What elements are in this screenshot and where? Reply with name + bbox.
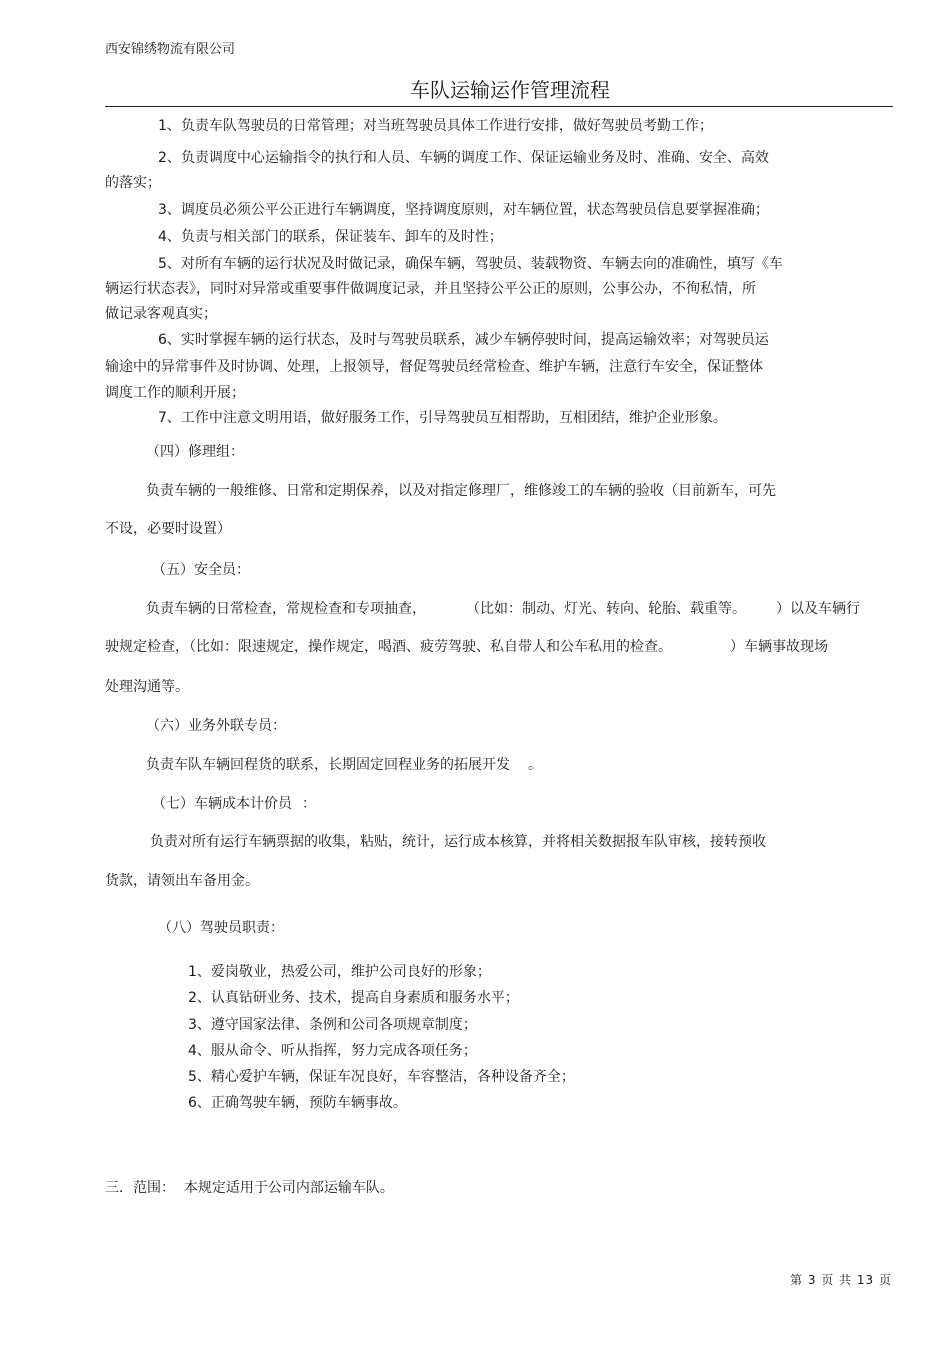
- driver-item: 3、遵守国家法律、条例和公司各项规章制度；: [188, 1017, 477, 1033]
- company-name: 西安锦绣物流有限公司: [105, 42, 236, 57]
- dispatch-item-6-line-1: 6、实时掌握车辆的运行状态，及时与驾驶员联系，减少车辆停驶时间，提高运输效率；对驾驶员运: [158, 332, 769, 348]
- costing-line-2: 货款，请领出车备用金。: [105, 873, 259, 889]
- liaison-heading: （六）业务外联专员：: [146, 718, 286, 734]
- costing-heading: [152, 794, 316, 814]
- driver-item: 4、服从命令、听从指挥，努力完成各项任务；: [188, 1043, 477, 1059]
- dispatch-item-5-line-1: 5、对所有车辆的运行状况及时做记录，确保车辆，驾驶员、装载物资、车辆去向的准确性，填写《车: [158, 256, 783, 272]
- scope-statement: 三．范围： 本规定适用于公司内部运输车队。: [105, 1180, 394, 1196]
- dispatch-item-5-line-2: 辆运行状态表》，同时对异常或重要事件做调度记录，并且坚持公平公正的原则，公事公办，不徇私情，所: [105, 281, 756, 297]
- repair-line-2: 不设，必要时设置）: [105, 521, 231, 537]
- driver-item: 6、正确驾驶车辆，预防车辆事故。: [188, 1095, 407, 1111]
- dispatch-item-3: 3、调度员必须公平公正进行车辆调度，坚持调度原则，对车辆位置，状态驾驶员信息要掌握准确；: [158, 202, 769, 218]
- document-title: 车队运输运作管理流程: [410, 78, 610, 102]
- safety-line-2-part-2: ）车辆事故现场: [730, 639, 828, 655]
- safety-line-3: 处理沟通等。: [105, 679, 189, 695]
- dispatch-item-6-line-3: 调度工作的顺利开展；: [105, 385, 245, 401]
- safety-line-2-part-1: 驶规定检查，（比如：限速规定，操作规定，喝酒、疲劳驾驶、私自带人和公车私用的检查。: [105, 639, 672, 655]
- header-rule: [105, 106, 893, 107]
- driver-item: 1、爱岗敬业，热爱公司，维护公司良好的形象；: [188, 964, 491, 980]
- safety-heading: （五）安全员：: [152, 562, 250, 578]
- safety-line-1-part-1: 负责车辆的日常检查，常规检查和专项抽查，: [146, 601, 426, 617]
- dispatch-item-7: 7、工作中注意文明用语，做好服务工作，引导驾驶员互相帮助，互相团结，维护企业形象。: [158, 410, 727, 426]
- safety-line-1-part-2: （比如：制动、灯光、转向、轮胎、载重等。: [466, 601, 746, 617]
- dispatch-item-1: 1、负责车队驾驶员的日常管理；对当班驾驶员具体工作进行安排，做好驾驶员考勤工作；: [158, 118, 713, 134]
- dispatch-item-2-line-2: 的落实；: [105, 175, 161, 191]
- safety-line-1-part-3: ）以及车辆行: [776, 601, 860, 617]
- driver-item: 2、认真钻研业务、技术，提高自身素质和服务水平；: [188, 990, 519, 1006]
- safety-line-2: [105, 637, 828, 657]
- driver-heading: （八）驾驶员职责：: [158, 920, 284, 936]
- dispatch-item-6-line-2: 输途中的异常事件及时协调、处理，上报领导，督促驾驶员经常检查、维护车辆，注意行车安全，保证整体: [105, 359, 763, 375]
- repair-heading: （四）修理组：: [146, 444, 244, 460]
- liaison-line-1: [146, 755, 542, 775]
- costing-heading-text: （七）车辆成本计价员: [152, 796, 292, 812]
- liaison-line-1-text: 负责车队车辆回程货的联系，长期固定回程业务的拓展开发: [146, 757, 510, 773]
- repair-line-1: 负责车辆的一般维修、日常和定期保养，以及对指定修理厂，维修竣工的车辆的验收（目前新车，可先: [146, 483, 776, 499]
- driver-item: 5、精心爱护车辆，保证车况良好，车容整洁，各种设备齐全；: [188, 1069, 575, 1085]
- dispatch-item-4: 4、负责与相关部门的联系，保证装车、卸车的及时性；: [158, 229, 503, 245]
- dispatch-item-5-line-3: 做记录客观真实；: [105, 306, 217, 322]
- costing-heading-colon: ：: [302, 796, 316, 812]
- page-number: 第 3 页 共 13 页: [790, 1273, 892, 1287]
- safety-line-1: [146, 599, 860, 619]
- dispatch-item-2-line-1: 2、负责调度中心运输指令的执行和人员、车辆的调度工作、保证运输业务及时、准确、安全、高效: [158, 150, 769, 166]
- costing-line-1: 负责对所有运行车辆票据的收集，粘贴，统计，运行成本核算，并将相关数据报车队审核，接转预收: [150, 834, 766, 850]
- liaison-line-1-end: 。: [528, 757, 542, 773]
